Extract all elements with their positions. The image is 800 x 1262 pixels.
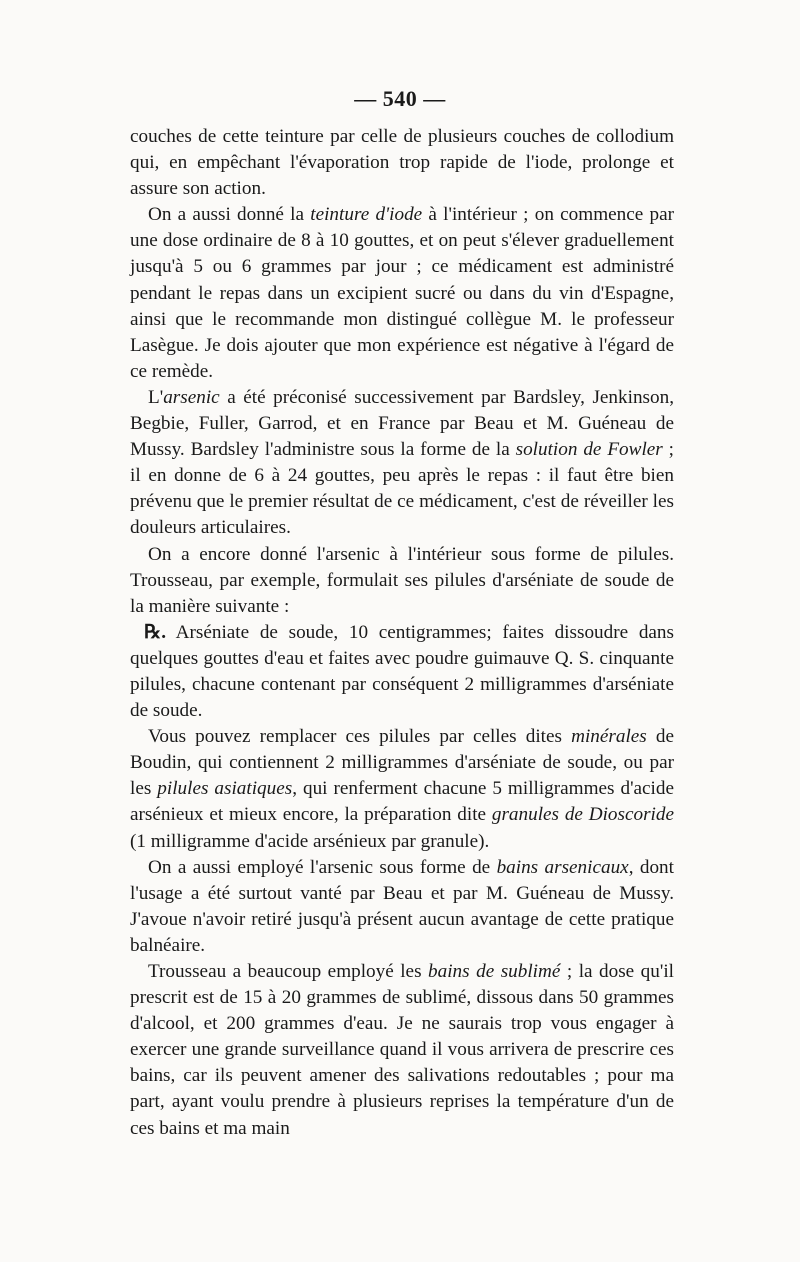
text-segment: couches de cette teinture par celle de plusieurs couches de collodium qui, en empêchant l'évaporation trop rapide de l'iode, prolonge et assure son action. [130,126,674,200]
italic-term: arsenic [163,386,220,408]
page-number: — 540 — [354,86,446,111]
italic-term: bains de sublimé [428,961,561,982]
text-segment: On a encore donné l'arsenic à l'intérieur sous forme de pilules. Trousseau, par exemple, formulait ses pilules d'arséniate de soude de la manière suivante : [130,543,674,617]
italic-term: solution de Fowler [515,439,663,461]
text-segment: (1 milligramme d'acide arsénieux par granule). [130,830,490,852]
text-segment: , dont l'usage a été surtout vanté par Beau et par M. Guéneau de Mussy. J'avoue n'avoir retiré jusqu'à présent aucun avantage de cette pratique balnéaire. [130,856,674,956]
text-segment: a été préconisé successivement par Bardsley, Jenkinson, Begbie, Fuller, Garrod, et en France par Beau et M. Guéneau de Mussy. Bardsley l'administre sous la forme de la [130,386,674,461]
text-segment: , qui renferment chacune 5 milligrammes d'acide arsénieux et mieux encore, la préparation dite [130,778,674,826]
paragraph [130,542,674,620]
text-segment: Arséniate de soude, 10 centigrammes; faites dissoudre dans quelques gouttes d'eau et faites avec poudre guimauve Q. S. cinquante pilules, chacune contenant par conséquent 2 milligrammes d'arséniate de soude. [130,621,674,722]
text-segment: On a aussi donné la [148,204,311,226]
text-segment: ; la dose qu'il prescrit est de 15 à 20 grammes de sublimé, dissous dans 50 grammes d'alcool, et 200 grammes d'eau. Je ne saurais trop vous engager à exercer une grande surveillance quand il vous arrivera de prescrire ces bains, car ils peuvent amener des salivations redoutables ; pour ma part, ayant voulu prendre à plusieurs reprises la température d'un de ces bains et ma main [130,961,674,1139]
paragraph [130,855,674,959]
italic-term: minérales [571,726,647,748]
text-segment: Vous pouvez remplacer ces pilules par celles dites [148,726,572,748]
text-segment: à l'intérieur ; on commence par une dose ordinaire de 8 à 10 gouttes, et on peut s'élever graduellement jusqu'à 5 ou 6 grammes par jour ; ce médicament est administré pendant le repas dans un excipient sucré ou dans du vin d'Espagne, ainsi que le recommande mon distingué collègue M. le professeur Lasègue. Je dois ajouter que mon expérience est négative à l'égard de ce remède. [130,204,674,382]
italic-term: pilules asiatiques [157,778,293,800]
italic-term: bains arsenicaux [496,856,629,878]
italic-term: teinture d'iode [310,204,423,226]
paragraph [130,959,674,1142]
rx-symbol: ℞. [144,621,166,643]
paragraph [130,724,674,854]
text-segment: L' [148,386,164,408]
text-segment: ; il en donne de 6 à 24 gouttes, peu après le repas : il faut être bien prévenu que le premier résultat de ce médicament, c'est de réveiller les douleurs articulaires. [130,439,674,539]
paragraph [130,385,674,542]
prescription-paragraph [130,620,674,724]
text-segment: Trousseau a beaucoup employé les [148,961,429,982]
italic-term: granules de Dioscoride [491,804,674,826]
body-text [130,124,674,1142]
paragraph [130,202,674,385]
paragraph [130,124,674,202]
text-segment: On a aussi employé l'arsenic sous forme de [148,856,497,878]
text-segment: de Boudin, qui contiennent 2 milligrammes d'arséniate de soude, ou par les [130,726,674,800]
